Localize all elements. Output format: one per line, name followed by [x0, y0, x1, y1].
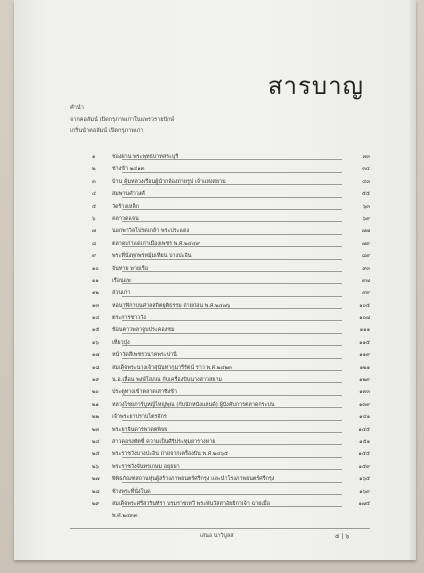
toc-entry-number: ๒๘ — [92, 488, 100, 495]
toc-entry-page: ๕๕ — [361, 191, 370, 198]
toc-leader-line — [122, 320, 342, 321]
toc-leader-line — [122, 283, 342, 284]
toc-entry-title: หลวงไชยภาร์บูหญ์ไหญ่พุณ (กับนักหนังแลนด์) ผู้บังคับการตลาดกระบน — [112, 401, 275, 408]
toc-entry-title: ช้างพระที่นั่งโนด — [112, 488, 151, 495]
toc-leader-line — [122, 271, 342, 272]
toc-entry — [70, 213, 370, 225]
toc-entry-title: น.อ.เลื่อน พงษ์โสภณ กับเครื่องบินนางสาวสยาม — [112, 377, 223, 384]
toc-entry-page: ๙๓ — [362, 265, 370, 272]
toc-entry — [70, 374, 370, 386]
toc-entry-page: ๑๑๑ — [359, 327, 370, 334]
toc-leader-line — [122, 197, 342, 198]
toc-entry-title: ส่วนเก่า — [112, 290, 131, 297]
toc-entry — [70, 424, 370, 436]
toc-entry-title: ตลาดเก่าเเด่เก่าเมืองเพชร พ.ศ.๒๔๔๙ — [112, 240, 200, 247]
prelim-foreword: คำนำ — [70, 105, 84, 111]
toc-entry — [70, 188, 370, 200]
toc-entry-number: ๗ — [92, 228, 97, 235]
toc-entry-page: ๑๒๑ — [359, 364, 370, 371]
toc-entry-title: ช่องผ่าน พระพุทธบาทสระบุรี — [112, 154, 179, 160]
toc-entry-number: ๑๐ — [92, 265, 99, 272]
toc-entry-page: ๑๕๑ — [359, 438, 370, 445]
toc-entry-title: เจ้าพระยาปราบไตรจักร — [112, 414, 167, 421]
toc-entry-number: ๑๕ — [92, 327, 100, 334]
toc-entry-title: เที่ยวปุ่ง — [112, 339, 130, 346]
toc-entry-page: ๓๔ — [362, 166, 370, 173]
toc-entry — [70, 349, 370, 361]
prelim-column-intro: เกริ่นนำคอลัมน์ เปิดกรุภาพเก่า — [70, 128, 144, 134]
toc-entry-title: วัดร้างเหล็ก — [112, 203, 140, 210]
toc-entry-page: ๑๔๑ — [359, 414, 370, 421]
toc-entry — [70, 275, 370, 287]
toc-entry-title: บ้าน คุ้มหลวงเรือนผู้นำกล้องถ่ายรูป เจ้าแห่งสยาม — [112, 178, 226, 185]
toc-entry-number: ๖ — [92, 215, 96, 222]
toc-entry-title: หอนาฬิกาบนศาลสถิตยุติธรรม ถ่ายก่อน พ.ศ.๒๔๗๖ — [112, 302, 231, 309]
toc-entry-title: ประตูทางเข้าตลาดเสาชิงช้า — [112, 389, 177, 396]
toc-list — [70, 151, 370, 523]
toc-entry — [70, 250, 370, 262]
toc-entry-number: ๑๙ — [92, 377, 100, 384]
toc-entry — [70, 201, 370, 213]
toc-leader-line — [122, 345, 342, 346]
toc-entry — [70, 263, 370, 275]
toc-entry-number: ๒๓ — [92, 426, 100, 433]
toc-entry-title: พระที่นั่งทุกพรหมุ้มเทียน บางปะอิน — [112, 253, 192, 260]
toc-entry-title: สมเด็จพระศรีสวรินทิรา บรมราชเทวี พระพันวัสสาอัยยิกาเจ้า ฉายเมื่อ — [112, 500, 270, 507]
footer-author: เสนอ นาวิบูลส — [200, 533, 234, 539]
toc-entry-title: เรือนแพ — [112, 277, 131, 284]
footer-divider — [70, 528, 370, 529]
toc-entry — [70, 225, 370, 237]
toc-leader-line — [122, 209, 342, 210]
toc-entry-title: ตระการชาววัง — [112, 315, 146, 322]
toc-entry-number: ๕ — [92, 203, 97, 210]
toc-entry-number: ๑๖ — [92, 339, 99, 346]
toc-entry-page: ๑๑๕ — [359, 339, 370, 346]
toc-entry-number: ๒๙ — [92, 500, 100, 507]
toc-entry-page: ๔๓ — [362, 178, 370, 185]
toc-entry-page: ๓๓ — [362, 154, 370, 160]
toc-entry — [70, 461, 370, 473]
toc-entry-number: ๙ — [92, 253, 96, 260]
toc-leader-line — [122, 221, 342, 222]
toc-entry-number: ๒๐ — [92, 389, 99, 396]
toc-entry-number: ๑ — [92, 154, 96, 160]
toc-entry — [70, 399, 370, 411]
toc-entry-page: ๑๓๙ — [358, 401, 370, 408]
toc-entry — [70, 238, 370, 250]
toc-entry-title: นอกพาวิลโปรดเกล้า พระประแดง — [112, 228, 190, 235]
toc-entry-title: สมพานคำวงศ์ — [112, 191, 145, 198]
toc-entry-title: พระราชวังจันทรเกษม อยุธยา — [112, 463, 180, 470]
toc-entry-number: ๒๔ — [92, 438, 100, 445]
toc-entry-number: ๓ — [92, 178, 96, 185]
toc-entry-number: ๑๑ — [92, 277, 99, 284]
toc-entry-page: ๗๙ — [361, 240, 370, 247]
toc-entry-title: พระราชวังบางปะอิน ถ่ายจากเครื่องบิน พ.ศ.๒๔๖๕ — [112, 451, 229, 458]
page-edge — [410, 0, 416, 560]
toc-entry — [70, 498, 370, 510]
toc-continuation-text: พ.ศ.๒๔๓๓ — [112, 513, 138, 520]
toc-entry-page: ๑๒๙ — [359, 377, 370, 384]
toc-leader-line — [122, 494, 342, 495]
toc-entry — [70, 386, 370, 398]
toc-entry — [70, 324, 370, 336]
toc-entry-title: สมเด็จพระนางเจ้าสุนันทากุมารีรัตน์ ราว พ.ศ.๒๔๒๓ — [112, 364, 232, 371]
toc-entry-title: ช่างข้า ๒๔๑๓ — [112, 166, 145, 173]
toc-entry-number: ๒๑ — [92, 401, 99, 408]
toc-entry-number: ๑๔ — [92, 315, 100, 322]
toc-entry — [70, 287, 370, 299]
toc-entry-title: สาวคอรงทัตซี่ ความเป็นศิริประทุมยารางหาย — [112, 438, 216, 445]
toc-entry-page: ๑๓๓ — [359, 389, 370, 396]
toc-entry-title: พระยาจินดารพาดตพิจย — [112, 426, 168, 433]
toc-entry-page: ๑๑๙ — [359, 352, 370, 359]
toc-entry-page: ๖๓ — [362, 203, 370, 210]
toc-entry-page: ๘๙ — [361, 253, 370, 260]
toc-entry-page: ๖๙ — [362, 215, 370, 222]
toc-entry-page: ๗๗ — [361, 228, 370, 235]
toc-entry-number: ๔ — [92, 191, 97, 198]
page-number: ๕ | ๖ — [335, 533, 350, 540]
toc-entry-number: ๑๗ — [92, 352, 100, 359]
toc-entry — [70, 151, 370, 163]
page-title: สารบาญ — [267, 72, 364, 100]
toc-entry-page: ๑๗๕ — [358, 500, 370, 507]
toc-entry — [70, 473, 370, 485]
toc-entry-title: ช้อนตาวพลาจูบประคองชม — [112, 327, 175, 334]
toc-entry — [70, 411, 370, 423]
toc-entry — [70, 312, 370, 324]
toc-entry-page: ๑๐๗ — [359, 315, 370, 322]
toc-entry-number: ๒๖ — [92, 463, 99, 470]
toc-entry — [70, 486, 370, 498]
toc-leader-line — [122, 172, 342, 173]
toc-entry-page: ๑๐๕ — [359, 302, 370, 309]
toc-entry-page: ๑๕๕ — [358, 451, 370, 458]
toc-entry-number: ๘ — [92, 240, 97, 247]
toc-entry — [70, 448, 370, 460]
toc-entry-number: ๑๓ — [92, 302, 100, 309]
toc-entry-title: คลาวดแจน — [112, 215, 139, 222]
toc-entry-title: จันทาย พายเรือ — [112, 265, 149, 272]
toc-entry-number: ๒๕ — [92, 451, 100, 458]
toc-entry-title: หน้าวัดสีเพชรวนาคพระปานี — [112, 352, 177, 359]
toc-entry-number: ๒ — [92, 166, 96, 173]
toc-entry-number: ๒๗ — [92, 476, 100, 483]
toc-entry-page: ๙๙ — [362, 290, 370, 297]
toc-entry-continuation — [70, 510, 370, 522]
toc-entry — [70, 163, 370, 175]
toc-entry — [70, 300, 370, 312]
toc-entry — [70, 436, 370, 448]
toc-entry — [70, 362, 370, 374]
toc-entry-page: ๑๖๙ — [359, 488, 370, 495]
toc-entry-number: ๒๒ — [92, 414, 100, 421]
toc-entry — [70, 337, 370, 349]
toc-entry-page: ๑๔๕ — [358, 426, 370, 433]
toc-entry — [70, 176, 370, 188]
toc-entry-title: พิพิธภัณฑสถานหุ่นผู้สร้างภาพยนตร์ศรีกรุง และนำโรงภาพยนตร์ศรีกรุง — [112, 476, 275, 483]
toc-entry-number: ๑๒ — [92, 290, 99, 297]
toc-entry-page: ๙๗ — [361, 277, 370, 284]
toc-entry-page: ๑๕๙ — [358, 463, 370, 470]
toc-entry-page: ๑๖๕ — [359, 476, 370, 483]
toc-leader-line — [122, 296, 342, 297]
prelim-column-source: จากคอลัมน์ เปิดกรุภาพเก่าในแพรวรายปักษ์ — [70, 117, 175, 123]
toc-entry-number: ๑๘ — [92, 364, 100, 371]
